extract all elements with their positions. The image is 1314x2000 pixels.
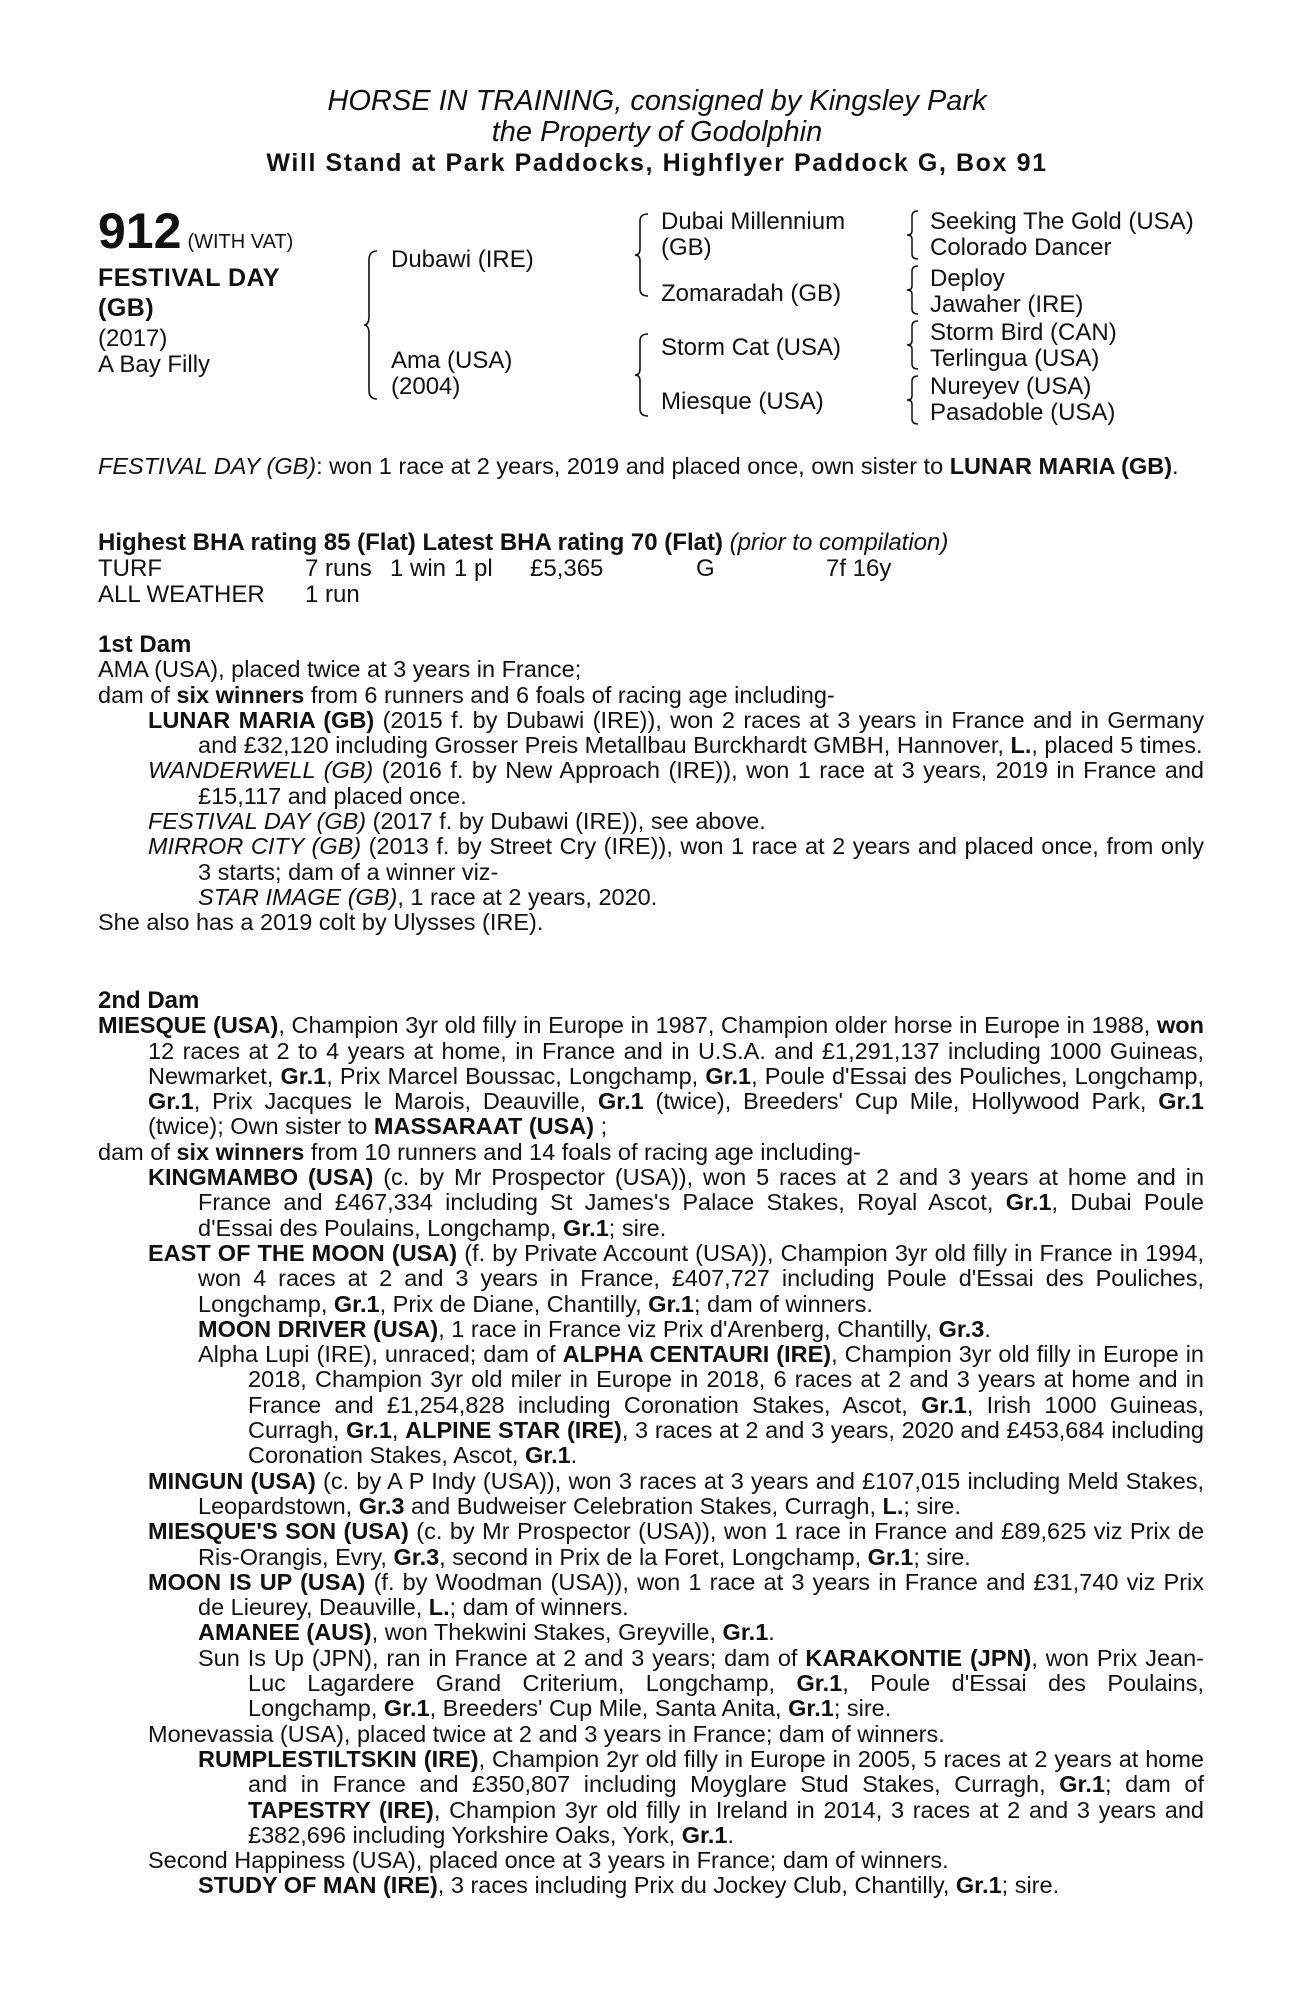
- lot-number: [98, 205, 293, 257]
- group-marker: Gr.1: [681, 1821, 728, 1848]
- alpha-centauri-name: ALPHA CENTAURI (IRE): [562, 1341, 832, 1368]
- sun-is-up-text-1: Sun Is Up (JPN), ran in France at 2 and 3 years; dam of: [198, 1644, 806, 1671]
- miesque-entry: [98, 1013, 1204, 1139]
- listed-marker: L.: [428, 1594, 450, 1621]
- sun-is-up-text-3: , Poule d'Essai des Poulains, Longchamp,: [248, 1670, 1204, 1722]
- amanee-name: AMANEE (AUS): [198, 1619, 372, 1646]
- miesques-son-text-2: , second in Prix de la Foret, Longchamp,: [439, 1543, 868, 1570]
- moon-driver-name: MOON DRIVER (USA): [198, 1315, 439, 1342]
- kingmambo-text-1: (c. by Mr Prospector (USA)), won 5 races at 2 and 3 years at home and in France and £467,334 including St James's Palace Stakes, Royal Ascot,: [198, 1164, 1205, 1216]
- miesque-text-6: (twice), Breeders' Cup Mile, Hollywood Park,: [643, 1088, 1159, 1115]
- consignor-line: HORSE IN TRAINING, consigned by Kingsley Park: [327, 85, 987, 117]
- dam-of-prefix: dam of: [98, 681, 177, 708]
- brace-sd: [906, 265, 920, 315]
- sire-dam-brace: [363, 250, 379, 400]
- performance-table: [98, 556, 891, 608]
- produce-east-of-the-moon: [98, 1241, 1204, 1317]
- sun-is-up-text-4: , Breeders' Cup Mile, Santa Anita,: [429, 1695, 789, 1722]
- listed-marker: L.: [882, 1492, 904, 1519]
- rumplestiltskin-text-1: , Champion 2yr old filly in Europe in 2005, 5 races at 2 years at home and in France and £350,807 including Moyglare Stud Stakes, Curragh,: [248, 1745, 1204, 1798]
- rumplestiltskin-text-2: ; dam of: [1104, 1771, 1204, 1798]
- ped-sdd: Jawaher (IRE): [930, 291, 1084, 318]
- lunar-maria-text: (2015 f. by Dubawi (IRE)), won 2 races at 3 years in France and in Germany and £32,120 including Grosser Preis Metallbau Burckhardt GMBH, Hannover,: [198, 706, 1204, 759]
- moon-driver-text: , 1 race in France viz Prix d'Arenberg, Chantilly,: [438, 1315, 939, 1342]
- alpha-lupi-text-1: Alpha Lupi (IRE), unraced; dam of: [198, 1341, 563, 1368]
- produce-miesques-son: [98, 1519, 1204, 1570]
- mirror-city-name: MIRROR CITY (GB): [148, 833, 362, 860]
- period: .: [727, 1821, 735, 1848]
- group-marker: Gr.1: [867, 1543, 914, 1570]
- summary-sister: LUNAR MARIA (GB): [949, 453, 1173, 479]
- sire-suffix: ; sire.: [1001, 1872, 1060, 1899]
- festival-day-text: (2017 f. by Dubawi (IRE)), see above.: [366, 808, 766, 835]
- group-marker: Gr.1: [597, 1088, 644, 1115]
- ped-ssd: Colorado Dancer: [930, 234, 1112, 261]
- ped-dds: Nureyev (USA): [930, 373, 1092, 400]
- miesque-text-7: (twice); Own sister to: [148, 1113, 374, 1140]
- produce-rumplestiltskin: [98, 1747, 1204, 1848]
- tapestry-name: TAPESTRY (IRE): [248, 1796, 434, 1823]
- dam-of-dam: Miesque (USA): [661, 388, 824, 415]
- group-marker: Gr.1: [383, 1695, 430, 1722]
- produce-festival-day: [98, 809, 1204, 834]
- period: .: [768, 1619, 775, 1646]
- produce-alpha-lupi: [98, 1342, 1204, 1468]
- produce-lunar-maria: [98, 708, 1204, 759]
- first-dam-heading: 1st Dam: [98, 631, 192, 658]
- aw-surface: ALL WEATHER: [98, 581, 265, 608]
- first-dam-produce-summary: [98, 683, 1204, 708]
- turf-distance: 7f 16y: [826, 555, 892, 582]
- sire-of-dam: Storm Cat (USA): [661, 334, 842, 361]
- group-marker: Gr.1: [563, 1214, 609, 1241]
- group-marker: Gr.1: [921, 1391, 967, 1418]
- brace-ds: [906, 320, 920, 370]
- miesque-text-8: ;: [594, 1113, 608, 1140]
- study-of-man-text: , 3 races including Prix du Jockey Club, Chantilly,: [437, 1872, 956, 1899]
- group-marker: Gr.3: [393, 1543, 440, 1570]
- miesque-text-1: , Champion 3yr old filly in Europe in 1987, Champion older horse in Europe in 1988,: [278, 1012, 1157, 1039]
- group-marker: Gr.1: [524, 1442, 571, 1469]
- vat-note: (WITH VAT): [187, 231, 294, 253]
- mirror-city-text: (2013 f. by Street Cry (IRE)), won 1 race at 2 years and placed once, from only 3 starts; dam of a winner viz-: [198, 833, 1204, 885]
- miesque-won: won: [1157, 1012, 1204, 1039]
- star-image-text: , 1 race at 2 years, 2020.: [397, 883, 658, 910]
- east-text-1: (f. by Private Account (USA)), Champion 3yr old filly in France in 1994, won 4 races at 2 and 3 years in France, £407,727 including Poule d'Essai des Pouliches, Longchamp,: [198, 1239, 1204, 1317]
- produce-study-of-man: [98, 1873, 1204, 1898]
- moon-is-up-text: (f. by Woodman (USA)), won 1 race at 3 years in France and £31,740 viz Prix de Lieurey, Deauville,: [198, 1568, 1204, 1621]
- group-marker: Gr.1: [648, 1290, 694, 1317]
- turf-earnings: £5,365: [530, 555, 604, 582]
- dam: Ama (USA): [391, 347, 513, 374]
- miesque-name: MIESQUE (USA): [98, 1012, 279, 1039]
- turf-surface: TURF: [98, 555, 162, 582]
- alpha-lupi-text-3: , Irish 1000 Guineas, Curragh,: [248, 1391, 1204, 1444]
- first-dam-section: [98, 632, 1204, 936]
- period: .: [570, 1442, 578, 1469]
- lunar-maria-name: LUNAR MARIA (GB): [148, 706, 375, 733]
- group-marker: Gr.1: [1059, 1771, 1105, 1798]
- group-marker: Gr.1: [788, 1695, 834, 1722]
- brace-ss: [906, 210, 920, 260]
- star-image-name: STAR IMAGE (GB): [198, 883, 398, 910]
- produce-star-image: [98, 885, 1204, 910]
- ped-sss: Seeking The Gold (USA): [930, 208, 1194, 235]
- second-dam-heading: 2nd Dam: [98, 987, 200, 1014]
- second-dam-section: [98, 988, 1204, 1899]
- massaraat-name: MASSARAAT (USA): [373, 1113, 595, 1140]
- produce-amanee: [98, 1620, 1204, 1645]
- turf-row: [98, 556, 891, 582]
- produce-wanderwell: [98, 758, 1204, 809]
- produce-second-happiness: Second Happiness (USA), placed once at 3 years in France; dam of winners.: [148, 1847, 949, 1874]
- group-marker: Gr.1: [796, 1670, 843, 1697]
- amanee-text: , won Thekwini Stakes, Greyville,: [371, 1619, 723, 1646]
- produce-moon-is-up: [98, 1570, 1204, 1621]
- lot-number-value: 912: [98, 203, 182, 259]
- produce-monevassia: Monevassia (USA), placed twice at 2 and 3 years in France; dam of winners.: [148, 1720, 945, 1747]
- alpine-star-name: ALPINE STAR (IRE): [405, 1417, 622, 1444]
- group-marker: Gr.3: [358, 1492, 405, 1519]
- horse-description: A Bay Filly: [98, 351, 211, 378]
- turf-wins: 1 win: [390, 555, 447, 582]
- ped-dsd: Terlingua (USA): [930, 345, 1100, 372]
- aw-runs: 1 run: [305, 581, 360, 608]
- group-marker: Gr.1: [148, 1088, 194, 1115]
- group-marker: Gr.1: [346, 1417, 392, 1444]
- sire: Dubawi (IRE): [391, 246, 534, 273]
- dam-line-brace: [634, 333, 650, 417]
- all-weather-row: [98, 582, 891, 608]
- sire-suffix: ; sire.: [833, 1695, 892, 1722]
- dam-year: (2004): [391, 373, 461, 400]
- miesque-text-4: , Poule d'Essai des Pouliches, Longchamp,: [751, 1062, 1204, 1089]
- group-marker: Gr.1: [1158, 1088, 1204, 1115]
- brace-dd: [906, 375, 920, 425]
- horse-name: FESTIVAL DAY (GB): [98, 264, 280, 322]
- miesque-produce-summary: [98, 1140, 1204, 1165]
- kingmambo-name: KINGMAMBO (USA): [148, 1164, 374, 1191]
- miesque-text-2: 12 races at 2 to 4 years at home, in France and in U.S.A. and £1,291,137 including 1000 Guineas, Newmarket,: [148, 1037, 1204, 1089]
- comma: ,: [391, 1417, 406, 1444]
- sire-line-brace: [634, 213, 650, 297]
- rating-note: (prior to compilation): [722, 529, 949, 556]
- turf-runs: 7 runs: [305, 555, 372, 582]
- ped-dss: Storm Bird (CAN): [930, 319, 1117, 346]
- dam-of-winners-suffix: ; dam of winners.: [449, 1594, 629, 1621]
- produce-mirror-city: [98, 834, 1204, 885]
- rumplestiltskin-name: RUMPLESTILTSKIN (IRE): [198, 1745, 479, 1772]
- group-marker: Gr.1: [333, 1290, 380, 1317]
- alpha-lupi-text-4: , 3 races at 2 and 3 years, 2020 and £453,684 including Coronation Stakes, Ascot,: [248, 1417, 1204, 1469]
- winners-count: six winners: [176, 1138, 305, 1165]
- bha-rating: Highest BHA rating 85 (Flat) Latest BHA rating 70 (Flat): [98, 529, 723, 556]
- group-marker: Gr.1: [1005, 1189, 1052, 1216]
- listed-marker: L.: [1010, 732, 1032, 759]
- summary-text: : won 1 race at 2 years, 2019 and placed once, own sister to: [316, 453, 950, 479]
- east-text-2: , Prix de Diane, Chantilly,: [379, 1290, 649, 1317]
- karakontie-name: KARAKONTIE (JPN): [805, 1644, 1032, 1671]
- group-marker: Gr.1: [722, 1619, 769, 1646]
- mingun-name: MINGUN (USA): [148, 1467, 316, 1494]
- alpha-lupi-text-2: , Champion 3yr old filly in Europe in 2018, Champion 3yr old miler in Europe in 2018, 6 races at 2 and 3 years at home and in France and £1,254,828 including Coronation Stakes, Ascot,: [248, 1341, 1205, 1418]
- rumplestiltskin-text-3: , Champion 3yr old filly in Ireland in 2014, 3 races at 2 and 3 years and £382,696 including Yorkshire Oaks, York,: [248, 1796, 1204, 1848]
- produce-kingmambo: [98, 1165, 1204, 1241]
- mingun-text-2: and Budweiser Celebration Stakes, Curragh,: [404, 1492, 883, 1519]
- miesque-text-3: , Prix Marcel Boussac, Longchamp,: [326, 1062, 706, 1089]
- sire-suffix: ; sire.: [913, 1543, 971, 1570]
- sun-is-up-text-2: , won Prix Jean-Luc Lagardere Grand Criterium, Longchamp,: [248, 1644, 1205, 1697]
- summary-horse: FESTIVAL DAY (GB): [98, 453, 317, 479]
- wanderwell-name: WANDERWELL (GB): [148, 757, 374, 784]
- sire-suffix: ; sire.: [608, 1214, 667, 1241]
- festival-day-name: FESTIVAL DAY (GB): [148, 808, 367, 835]
- turf-going: G: [696, 555, 715, 582]
- kingmambo-text-2: , Dubai Poule d'Essai des Poulains, Longchamp,: [198, 1189, 1204, 1241]
- miesque-text-5: , Prix Jacques le Marois, Deauville,: [193, 1088, 598, 1115]
- stable-location-line: Will Stand at Park Paddocks, Highflyer Paddock G, Box 91: [266, 149, 1048, 177]
- miesques-son-name: MIESQUE'S SON (USA): [148, 1518, 409, 1545]
- dam-of-suffix: from 6 runners and 6 foals of racing age including-: [304, 681, 835, 708]
- east-of-the-moon-name: EAST OF THE MOON (USA): [148, 1239, 458, 1266]
- first-dam-also: She also has a 2019 colt by Ulysses (IRE).: [98, 909, 544, 936]
- first-dam-ama: AMA (USA), placed twice at 3 years in France;: [98, 656, 582, 683]
- group-marker: Gr.1: [705, 1062, 752, 1089]
- mingun-text-1: (c. by A P Indy (USA)), won 3 races at 3 years and £107,015 including Meld Stakes, Leopardstown,: [198, 1467, 1204, 1519]
- wanderwell-text: (2016 f. by New Approach (IRE)), won 1 race at 3 years, 2019 in France and £15,117 and placed once.: [198, 757, 1205, 809]
- group-marker: Gr.1: [955, 1872, 1002, 1899]
- property-line: the Property of Godolphin: [491, 116, 823, 148]
- dam-of-winners-suffix: ; dam of winners.: [693, 1290, 873, 1317]
- sire-of-sire: Dubai Millennium (GB): [661, 208, 846, 261]
- sire-suffix: ; sire.: [903, 1492, 961, 1519]
- rating-block: [98, 530, 1204, 555]
- ped-ddd: Pasadoble (USA): [930, 399, 1116, 426]
- summary-end: .: [1172, 453, 1179, 479]
- horse-year: (2017): [98, 325, 168, 352]
- race-summary: [98, 454, 1204, 479]
- produce-sun-is-up: [98, 1646, 1204, 1722]
- turf-places: 1 pl: [454, 555, 493, 582]
- dam-of-suffix: from 10 runners and 14 foals of racing age including-: [304, 1138, 861, 1165]
- dam-of-prefix: dam of: [98, 1138, 177, 1165]
- produce-moon-driver: [98, 1317, 1204, 1342]
- period: .: [984, 1315, 991, 1342]
- winners-count: six winners: [176, 681, 305, 708]
- ped-sds: Deploy: [930, 265, 1005, 292]
- group-marker: Gr.3: [938, 1315, 985, 1342]
- miesques-son-text-1: (c. by Mr Prospector (USA)), won 1 race in France and £89,625 viz Prix de Ris-Orangis, Evry,: [198, 1518, 1205, 1570]
- moon-is-up-name: MOON IS UP (USA): [148, 1568, 366, 1595]
- dam-of-sire: Zomaradah (GB): [661, 280, 842, 307]
- study-of-man-name: STUDY OF MAN (IRE): [198, 1872, 438, 1899]
- produce-mingun: [98, 1469, 1204, 1520]
- lunar-maria-end: , placed 5 times.: [1031, 732, 1203, 759]
- group-marker: Gr.1: [280, 1062, 327, 1089]
